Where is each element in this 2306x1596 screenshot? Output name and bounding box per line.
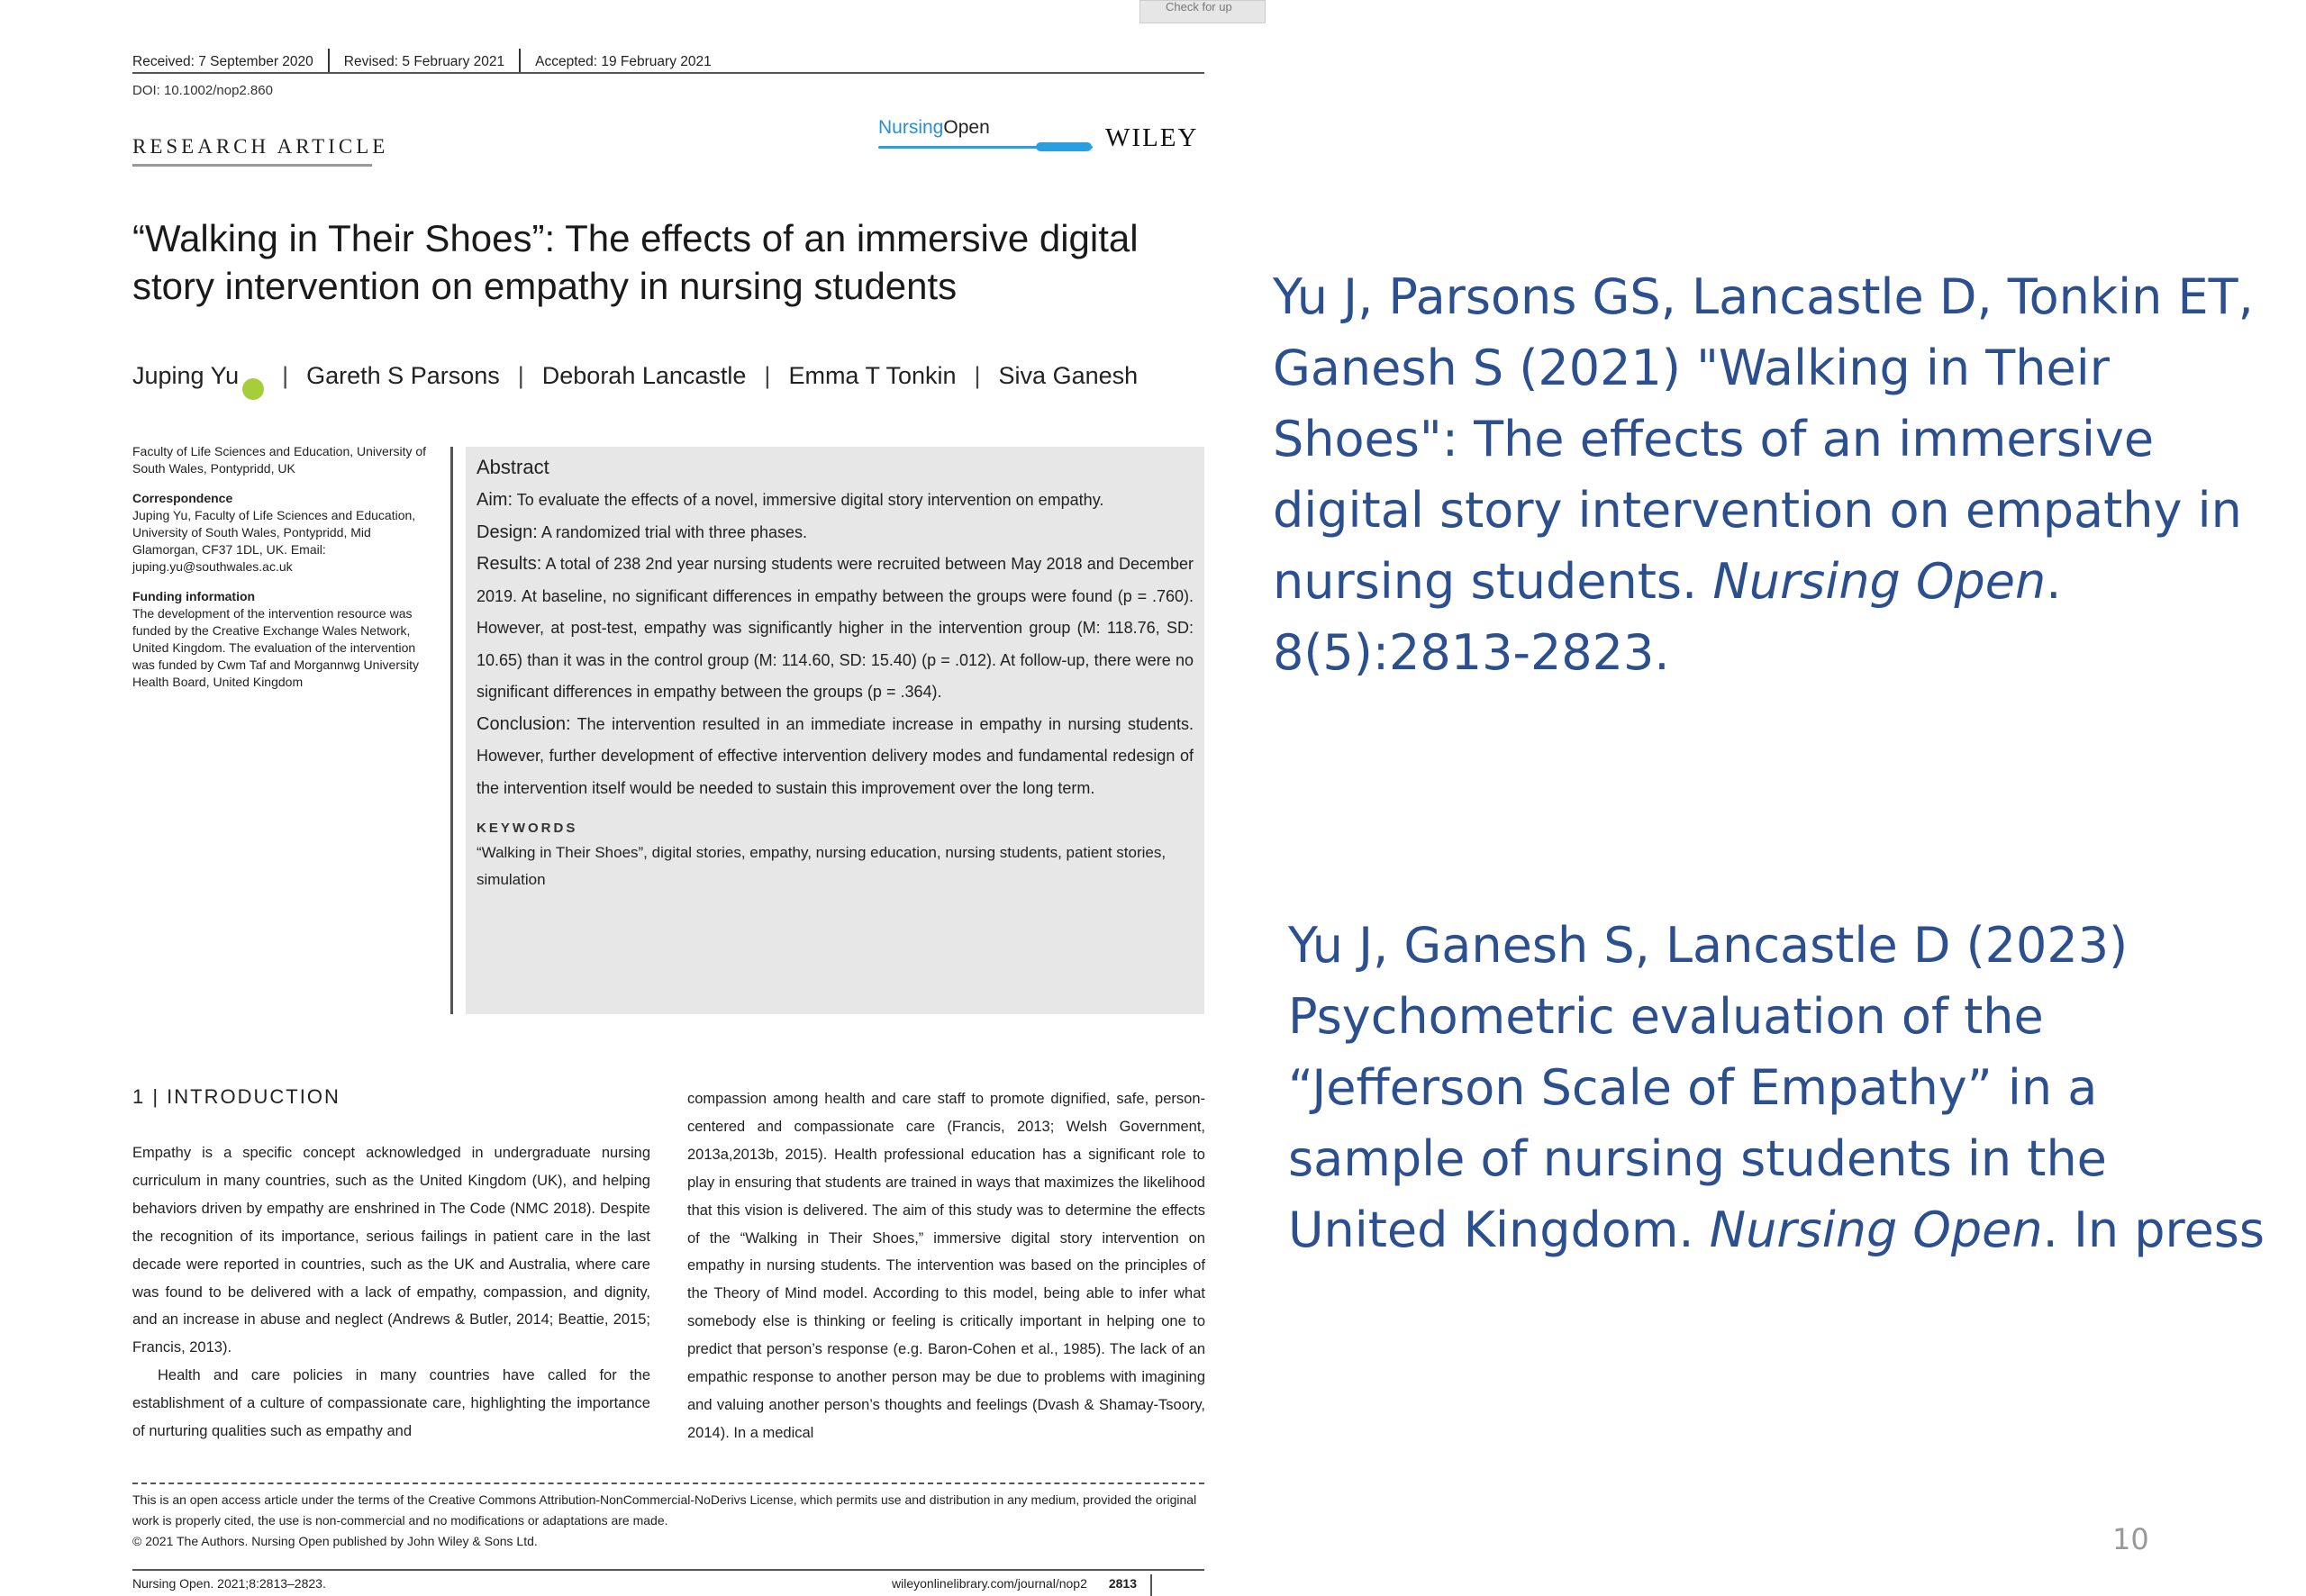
introduction-heading: 1 | INTRODUCTION <box>132 1085 340 1108</box>
publisher-logo: WILEY <box>1105 123 1199 152</box>
article-title: “Walking in Their Shoes”: The effects of an immersive digital story intervention on empathy in nursing students <box>132 217 1139 307</box>
citation-2 <box>1288 910 2279 1265</box>
funding-label: Funding information <box>132 589 256 603</box>
journal-citation-footer: Nursing Open. 2021;8:2813–2823. <box>132 1576 326 1591</box>
results-label: Results: <box>477 554 542 574</box>
doi: DOI: 10.1002/nop2.860 <box>132 83 273 98</box>
design-text: A randomized trial with three phases. <box>540 522 807 541</box>
paragraph: Health and care policies in many countries have called for the establishment of a culture of compassionate care, highlighting the importance of nurturing qualities such as empathy and <box>132 1367 650 1440</box>
paragraph: Empathy is a specific concept acknowledged in undergraduate nursing curriculum in many countries, such as the United Kingdom (UK), and helping behaviors driven by empathy are enshrined in The Code (NMC 2018). Despite the recognition of its importance, serious failings in patient care in the last decade were reported in countries, such as the UK and Australia, where care was found to be delivered with a lack of empathy, compassion, and dignity, and an increase in abuse and neglect (Andrews & Butler, 2014; Beattie, 2015; Francis, 2013). <box>132 1145 650 1356</box>
introduction-column-2 <box>687 1085 1205 1447</box>
paragraph: compassion among health and care staff to promote dignified, safe, person-centered and compassionate care (Francis, 2013; Welsh Government, 2013a,2013b, 2015). Health professional education has a significant role to play in ensuring that students are trained in ways that maximizes the likelihood that this vision is delivered. The aim of this study was to determine the effects of the “Walking in Their Shoes,” immersive digital story intervention on empathy in nursing students. The intervention was based on the principles of the Theory of Mind model. According to this model, being able to infer what somebody else is thinking or feeling is critically important in helping one to predict that person’s response (e.g. Baron-Cohen et al., 1985). The lack of an empathic response to another person may be due to problems with imagining and valuing another person’s thoughts and feelings (Dvash & Shamay-Tsoory, 2014). In a medical <box>687 1091 1205 1441</box>
footer-right <box>892 1576 1137 1591</box>
received-date: Received: 7 September 2020 <box>132 54 313 70</box>
open-access-mark <box>1036 142 1092 151</box>
orcid-icon[interactable] <box>242 378 264 400</box>
introduction-column-1 <box>132 1139 650 1446</box>
license-text: This is an open access article under the terms of the Creative Commons Attribution-NonCommercial-NoDerivs License, which permits use and distribution in any medium, provided the original work is properly cited, the use is non-commercial and no modifications or adaptations are made. <box>132 1492 1197 1528</box>
abstract-heading: Abstract <box>477 456 549 478</box>
author: Gareth S Parsons <box>306 362 500 389</box>
journal-url[interactable]: wileyonlinelibrary.com/journal/nop2 <box>892 1576 1087 1591</box>
check-for-updates-badge[interactable]: Check for up <box>1139 0 1266 23</box>
header-divider <box>132 72 1204 74</box>
conclusion-text: The intervention resulted in an immediate increase in empathy in nursing students. However, further development of effective intervention delivery modes and fundamental redesign of the intervention itself would be needed to sustain this improvement over the long term. <box>477 714 1194 797</box>
aim-label: Aim: <box>477 490 513 510</box>
citation-1-journal: Nursing Open <box>1712 553 2047 610</box>
article-type-underline <box>132 164 372 167</box>
design-label: Design: <box>477 521 538 542</box>
keywords: “Walking in Their Shoes”, digital stories, empathy, nursing education, nursing students, patient stories, simulation <box>477 844 1167 888</box>
journal-logo-part-b: Open <box>943 117 990 138</box>
citation-2-journal: Nursing Open <box>1709 1202 2043 1258</box>
accepted-date: Accepted: 19 February 2021 <box>535 54 712 70</box>
footer-divider <box>132 1569 1204 1571</box>
citation-1-text: Yu J, Parsons GS, Lancastle D, Tonkin ET, Ganesh S (2021) "Walking in Their Shoes": The effects of an immersive digital story intervention on empathy in nursing students. <box>1273 268 2254 610</box>
citation-1 <box>1273 261 2291 688</box>
affiliation-column <box>132 443 430 703</box>
conclusion-label: Conclusion: <box>477 713 571 734</box>
article-dates <box>132 50 712 74</box>
affiliation: Faculty of Life Sciences and Education, University of South Wales, Pontypridd, UK <box>132 444 427 476</box>
author: Emma T Tonkin <box>788 362 957 389</box>
correspondence: Juping Yu, Faculty of Life Sciences and Education, University of South Wales, Pontypridd, Mid Glamorgan, CF37 1DL, UK. Email: juping.yu@southwales.ac.uk <box>132 508 416 574</box>
slide-number: 10 <box>2112 1522 2149 1556</box>
results-text: A total of 238 2nd year nursing students were recruited between May 2018 and December 2019. At baseline, no significant differences in empathy between the groups were found (p = .760). However, at post-test, empathy was significantly higher in the intervention group (M: 118.76, SD: 10.65) than it was in the control group (M: 114.60, SD: 15.40) (p = .012). At follow-up, there were no significant differences in empathy between the groups (p = .364). <box>477 555 1194 701</box>
license-divider <box>132 1483 1204 1484</box>
page-number: 2813 <box>1108 1576 1138 1591</box>
citation-2-tail: . In press <box>2042 1202 2265 1258</box>
license-notice <box>132 1490 1204 1552</box>
correspondence-label: Correspondence <box>132 491 233 505</box>
author: Siva Ganesh <box>998 362 1139 389</box>
funding: The development of the intervention resource was funded by the Creative Exchange Wales Network, United Kingdom. The evaluation of the intervention was funded by Cwm Taf and Morgannwg University Health Board, United Kingdom <box>132 606 420 689</box>
article-type: RESEARCH ARTICLE <box>132 135 389 158</box>
citation-2-text: Yu J, Ganesh S, Lancastle D (2023) Psychometric evaluation of the “Jefferson Scale of Empathy” in a sample of nursing students in the United Kingdom. <box>1288 917 2129 1258</box>
journal-logo <box>878 117 990 139</box>
journal-logo-part-a: Nursing <box>878 117 944 138</box>
column-divider <box>450 447 453 1014</box>
footer-separator <box>1150 1574 1152 1596</box>
author: Juping Yu <box>132 362 240 389</box>
author: Deborah Lancastle <box>541 362 747 389</box>
copyright-text: © 2021 The Authors. Nursing Open published by John Wiley & Sons Ltd. <box>132 1534 538 1548</box>
abstract-box <box>466 447 1204 1014</box>
author-list: Juping Yu | Gareth S Parsons | Deborah Lancastle | Emma T Tonkin | Siva Ganesh <box>132 362 1138 396</box>
aim-text: To evaluate the effects of a novel, immersive digital story intervention on empathy. <box>516 491 1104 509</box>
keywords-label: KEYWORDS <box>477 821 578 836</box>
revised-date: Revised: 5 February 2021 <box>343 54 505 70</box>
citation-1-tail: . 8(5):2813-2823. <box>1273 553 2062 681</box>
